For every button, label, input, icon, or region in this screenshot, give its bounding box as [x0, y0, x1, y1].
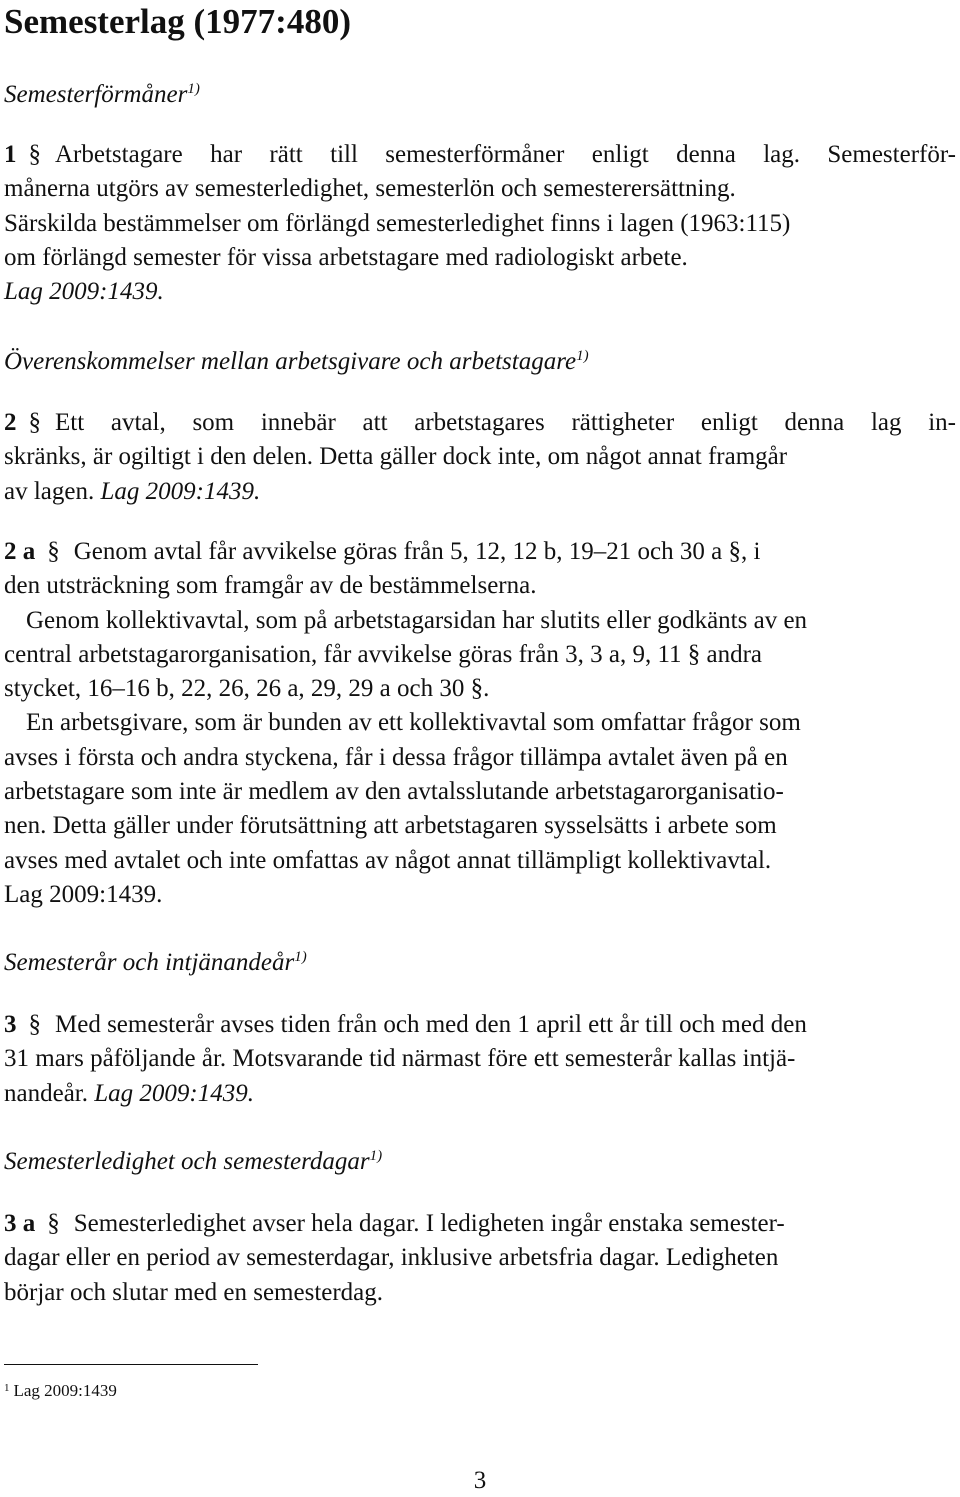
law-reference: Lag 2009:1439. [4, 278, 164, 306]
paragraph-number: 1 [4, 141, 17, 168]
law-reference: Lag 2009:1439. [4, 880, 163, 908]
page-number: 3 [473, 1467, 487, 1494]
paragraph-2: 2 § Ett avtal, som innebär att arbetstagares rättigheter enligt denna lag in- skränks, är ogiltigt i den delen. Detta gäller dock inte, om något annat framgår av lagen. Lag 2009:1439. [4, 409, 956, 505]
footnote-mark: 1 [4, 1382, 10, 1394]
paragraph-3: 3 § Med semesterår avses tiden från och med den 1 april ett år till och med den 31 mars påföljande år. Motsvarande tid närmast före ett semesterår kallas intjä- nandeår. Lag 2009:1439. [4, 1011, 807, 1107]
footnote-divider [4, 1364, 258, 1365]
footnote-ref: 1) [294, 949, 307, 965]
paragraph-3a: 3 a § Semesterledighet avser hela dagar. I ledigheten ingår enstaka semester- dagar eller en period av semesterdagar, inklusive arbetsfria dagar. Ledigheten börjar och slutar med en semesterdag. [4, 1210, 785, 1306]
section-heading-semesterledighet: Semesterledighet och semesterdagar$^{1)}$ [4, 1148, 383, 1175]
section-sign: § [687, 640, 701, 668]
paragraph-number: 2 a [4, 538, 36, 565]
footnote-ref: 1) [369, 1148, 383, 1164]
paragraph-1: 1 § Arbetstagare har rätt till semesterförmåner enligt denna lag. Semesterför- månerna utgörs av semesterledighet, semesterlön och semesterersättning. Särskilda bestämmelser om förlängd semesterledighet finns i lagen (1963:115) om förlängd semester för vissa arbetstagare med radiologiskt arbete. Lag 2009:1439. [4, 138, 956, 309]
paragraph-number: 3 a [4, 1210, 36, 1237]
paragraph-2a: 2 a § Genom avtal får avvikelse göras från 5, 12, 12 b, 19–21 och 30 a §, i den utsträckning som framgår av de bestämmelserna. Genom kollektivavtal, som på arbetstagarsidan har slutits eller godkänts av en central arbetstagarorganisation, får avvikelse göras från 3, 3 a, 9, 11 § andra stycket, 16–16 b, 22, 26, 26 a, 29, 29 a och 30 §. En arbetsgivare, som är bunden av ett kollektivavtal som omfattar frågor som avses i första och andra styckena, får i dessa frågor tillämpa avtalet även på en arbetstagare som inte är medlem av den avtalsslutande arbetstagarorganisatio- nen. Detta gäller under förutsättning att arbetstagaren sysselsätts i arbete som avses med avtalet och inte omfattas av något annat tillämpligt kollektivavtal. Lag 2009:1439. [4, 535, 956, 912]
section-heading-semesterformaner: Semesterförmåner$^{1)}$ [4, 81, 200, 108]
section-heading-semesterar: Semesterår och intjänandeår$^{1)}$ [4, 949, 307, 976]
section-heading-overenskommelser: Överenskommelser mellan arbetsgivare och arbetstagare$^{1)}$ [4, 348, 589, 375]
footnote-text: Lag 2009:1439 [13, 1381, 117, 1400]
footnote-ref: 1) [187, 81, 200, 97]
footnote [4, 1380, 117, 1402]
section-sign: § [28, 409, 41, 436]
section-sign: § [47, 1210, 60, 1237]
footnote-ref: 1) [576, 348, 589, 364]
paragraph-number: 3 [4, 1011, 17, 1038]
section-sign: § [728, 538, 741, 565]
section-sign: § [470, 675, 484, 703]
law-reference: Lag 2009:1439. [100, 477, 261, 505]
section-sign: § [47, 538, 60, 565]
section-sign: § [28, 1011, 41, 1038]
page-title: Semesterlag (1977:480) [4, 2, 351, 41]
law-reference: Lag 2009:1439. [94, 1079, 254, 1107]
section-sign: § [28, 141, 41, 168]
paragraph-number: 2 [4, 409, 17, 436]
